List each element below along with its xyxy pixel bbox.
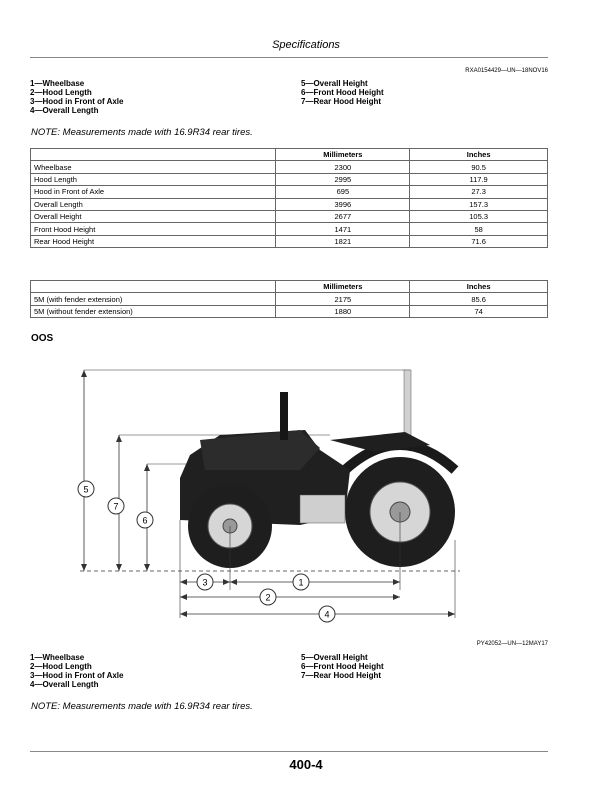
legend-1-left [30,79,123,115]
table-header-row [31,149,548,161]
header-rule [30,57,548,58]
legend-item: 5—Overall Height [301,79,368,88]
table-row [31,305,548,317]
svg-text:6: 6 [142,515,148,526]
legend-item: 1—Wheelbase [30,653,85,662]
legend-item: 1—Wheelbase [30,79,85,88]
cell: 74 [410,305,548,317]
legend-item: 3—Hood in Front of Axle [30,97,124,106]
svg-text:7: 7 [113,501,119,512]
legend-item: 4—Overall Length [30,106,99,115]
page-title: Specifications [272,39,340,51]
cell: 2677 [276,210,410,222]
column-header [31,149,276,161]
cell: 85.6 [410,293,548,305]
legend-2-right [301,653,384,680]
cell: Rear Hood Height [31,235,276,247]
cell: Front Hood Height [31,223,276,235]
cell: 105.3 [410,210,548,222]
cell: 71.6 [410,235,548,247]
page-number: 400-4 [289,757,323,772]
column-header: Inches [410,281,548,293]
cell: 5M (without fender extension) [31,305,276,317]
cell: 5M (with fender extension) [31,293,276,305]
table-row [31,161,548,173]
svg-text:2: 2 [265,592,271,603]
legend-item: 2—Hood Length [30,662,92,671]
column-header [31,281,276,293]
callout-2 [260,589,276,605]
callout-7 [108,498,124,514]
cell: 1821 [276,235,410,247]
cell: 90.5 [410,161,548,173]
table-row [31,173,548,185]
cell: 1880 [276,305,410,317]
note-2: NOTE: Measurements made with 16.9R34 rear tires. [31,701,253,712]
svg-text:5: 5 [83,484,89,495]
table-header-row [31,281,548,293]
column-header: Millimeters [276,149,410,161]
legend-item: 2—Hood Length [30,88,92,97]
cell: 58 [410,223,548,235]
cell: 2175 [276,293,410,305]
cell: 117.9 [410,173,548,185]
footer-rule [30,751,548,752]
legend-2-left [30,653,123,689]
legend-item: 4—Overall Length [30,680,99,689]
table-row [31,223,548,235]
callout-3 [197,574,213,590]
tractor-dimension-figure [60,362,480,624]
cell: 2300 [276,161,410,173]
legend-item: 6—Front Hood Height [301,88,384,97]
legend-item: 6—Front Hood Height [301,662,384,671]
callout-1 [293,574,309,590]
table-row [31,198,548,210]
column-header: Millimeters [276,281,410,293]
cell: Overall Height [31,210,276,222]
callout-5 [78,481,94,497]
cell: 27.3 [410,186,548,198]
cell: 695 [276,186,410,198]
svg-text:1: 1 [298,577,304,588]
callout-6 [137,512,153,528]
note-1: NOTE: Measurements made with 16.9R34 rear tires. [31,127,253,138]
cell: 3996 [276,198,410,210]
cell: Wheelbase [31,161,276,173]
legend-item: 5—Overall Height [301,653,368,662]
table-row [31,186,548,198]
legend-item: 3—Hood in Front of Axle [30,671,124,680]
legend-1-right [301,79,384,106]
dimensions-table [30,148,548,248]
cell: Hood in Front of Axle [31,186,276,198]
column-header: Inches [410,149,548,161]
cell: Hood Length [31,173,276,185]
legend-item: 7—Rear Hood Height [301,97,382,106]
table-row [31,210,548,222]
cell: Overall Length [31,198,276,210]
legend-item: 7—Rear Hood Height [301,671,382,680]
figure-reference-2: PY42052—UN—12MAY17 [476,641,548,647]
table-row [31,235,548,247]
figure-reference-1: RXA0154429—UN—18NOV16 [465,68,548,74]
svg-text:4: 4 [324,609,330,620]
svg-text:3: 3 [202,577,208,588]
cell: 1471 [276,223,410,235]
cell: 2995 [276,173,410,185]
cell: 157.3 [410,198,548,210]
fender-table [30,280,548,318]
table-row [31,293,548,305]
section-title: OOS [31,333,54,344]
callout-4 [319,606,335,622]
